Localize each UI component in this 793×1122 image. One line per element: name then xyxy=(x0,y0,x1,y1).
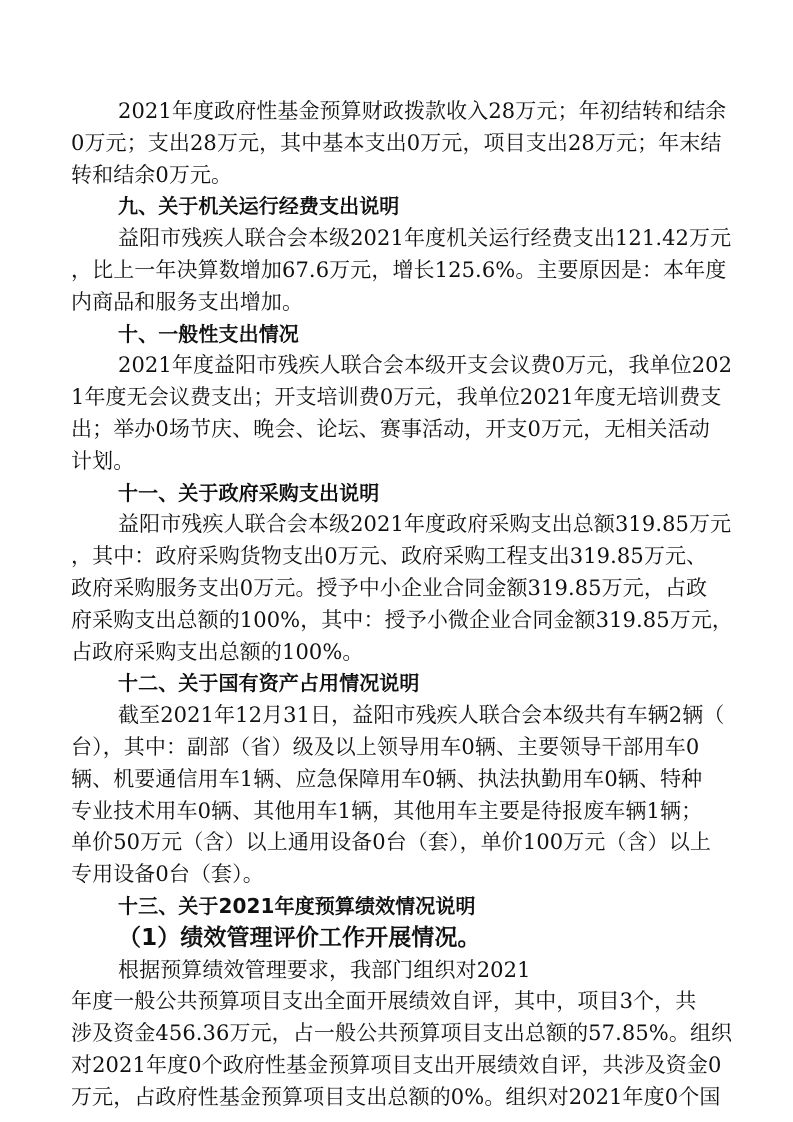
paragraph-line: 府采购支出总额的100%，其中：授予小微企业合同金额319.85万元， xyxy=(71,608,734,632)
paragraph-line: 辆、机要通信用车1辆、应急保障用车0辆、执法执勤用车0辆、特种 xyxy=(71,767,703,791)
paragraph-line: 2021年度政府性基金预算财政拨款收入28万元；年初结转和结余 xyxy=(118,99,727,123)
section-heading-10: 十、一般性支出情况 xyxy=(118,322,299,346)
paragraph-line: 益阳市残疾人联合会本级2021年度政府采购支出总额319.85万元 xyxy=(118,512,732,536)
section-heading-12: 十二、关于国有资产占用情况说明 xyxy=(118,671,420,695)
paragraph-line: 益阳市残疾人联合会本级2021年度机关运行经费支出121.42万元 xyxy=(118,226,732,250)
paragraph-line: 年度一般公共预算项目支出全面开展绩效自评，其中，项目3个，共 xyxy=(71,989,697,1013)
paragraph-line: 截至2021年12月31日，益阳市残疾人联合会本级共有车辆2辆（ xyxy=(118,703,725,727)
paragraph-line: 单价50万元（含）以上通用设备0台（套），单价100万元（含）以上 xyxy=(71,830,711,854)
section-heading-11: 十一、关于政府采购支出说明 xyxy=(118,481,380,505)
paragraph-line: 涉及资金456.36万元，占一般公共预算项目支出总额的57.85%。组织 xyxy=(71,1021,733,1045)
paragraph-line: 转和结余0万元。 xyxy=(71,163,233,187)
paragraph-line: 2021年度益阳市残疾人联合会本级开支会议费0万元，我单位202 xyxy=(118,353,733,377)
paragraph-line: 1年度无会议费支出；开支培训费0万元，我单位2021年度无培训费支 xyxy=(71,385,722,409)
sub-heading: （1）绩效管理评价工作开展情况。 xyxy=(118,925,481,951)
paragraph-line: 专业技术用车0辆、其他用车1辆，其他用车主要是待报废车辆1辆； xyxy=(71,799,703,823)
paragraph-line: ，其中：政府采购货物支出0万元、政府采购工程支出319.85万元、 xyxy=(71,544,708,568)
section-heading-9: 九、关于机关运行经费支出说明 xyxy=(118,194,400,218)
paragraph-line: 根据预算绩效管理要求，我部门组织对2021 xyxy=(118,958,531,982)
paragraph-line: 0万元；支出28万元，其中基本支出0万元，项目支出28万元；年末结 xyxy=(71,131,722,155)
paragraph-line: 台），其中：副部（省）级及以上领导用车0辆、主要领导干部用车0 xyxy=(71,735,700,759)
paragraph-line: 万元，占政府性基金预算项目支出总额的0%。组织对2021年度0个国 xyxy=(71,1085,721,1109)
paragraph-line: 内商品和服务支出增加。 xyxy=(71,290,304,314)
paragraph-line: 政府采购服务支出0万元。授予中小企业合同金额319.85万元，占政 xyxy=(71,576,708,600)
paragraph-line: 出；举办0场节庆、晚会、论坛、赛事活动，开支0万元，无相关活动 xyxy=(71,417,710,441)
paragraph-line: 计划。 xyxy=(71,449,135,473)
section-heading-13: 十三、关于2021年度预算绩效情况说明 xyxy=(118,894,476,918)
paragraph-line: ，比上一年决算数增加67.6万元，增长125.6%。主要原因是：本年度 xyxy=(71,258,727,282)
paragraph-line: 专用设备0台（套）。 xyxy=(71,862,264,886)
paragraph-line: 对2021年度0个政府性基金预算项目支出开展绩效自评，共涉及资金0 xyxy=(71,1053,722,1077)
paragraph-line: 占政府采购支出总额的100%。 xyxy=(71,640,364,664)
